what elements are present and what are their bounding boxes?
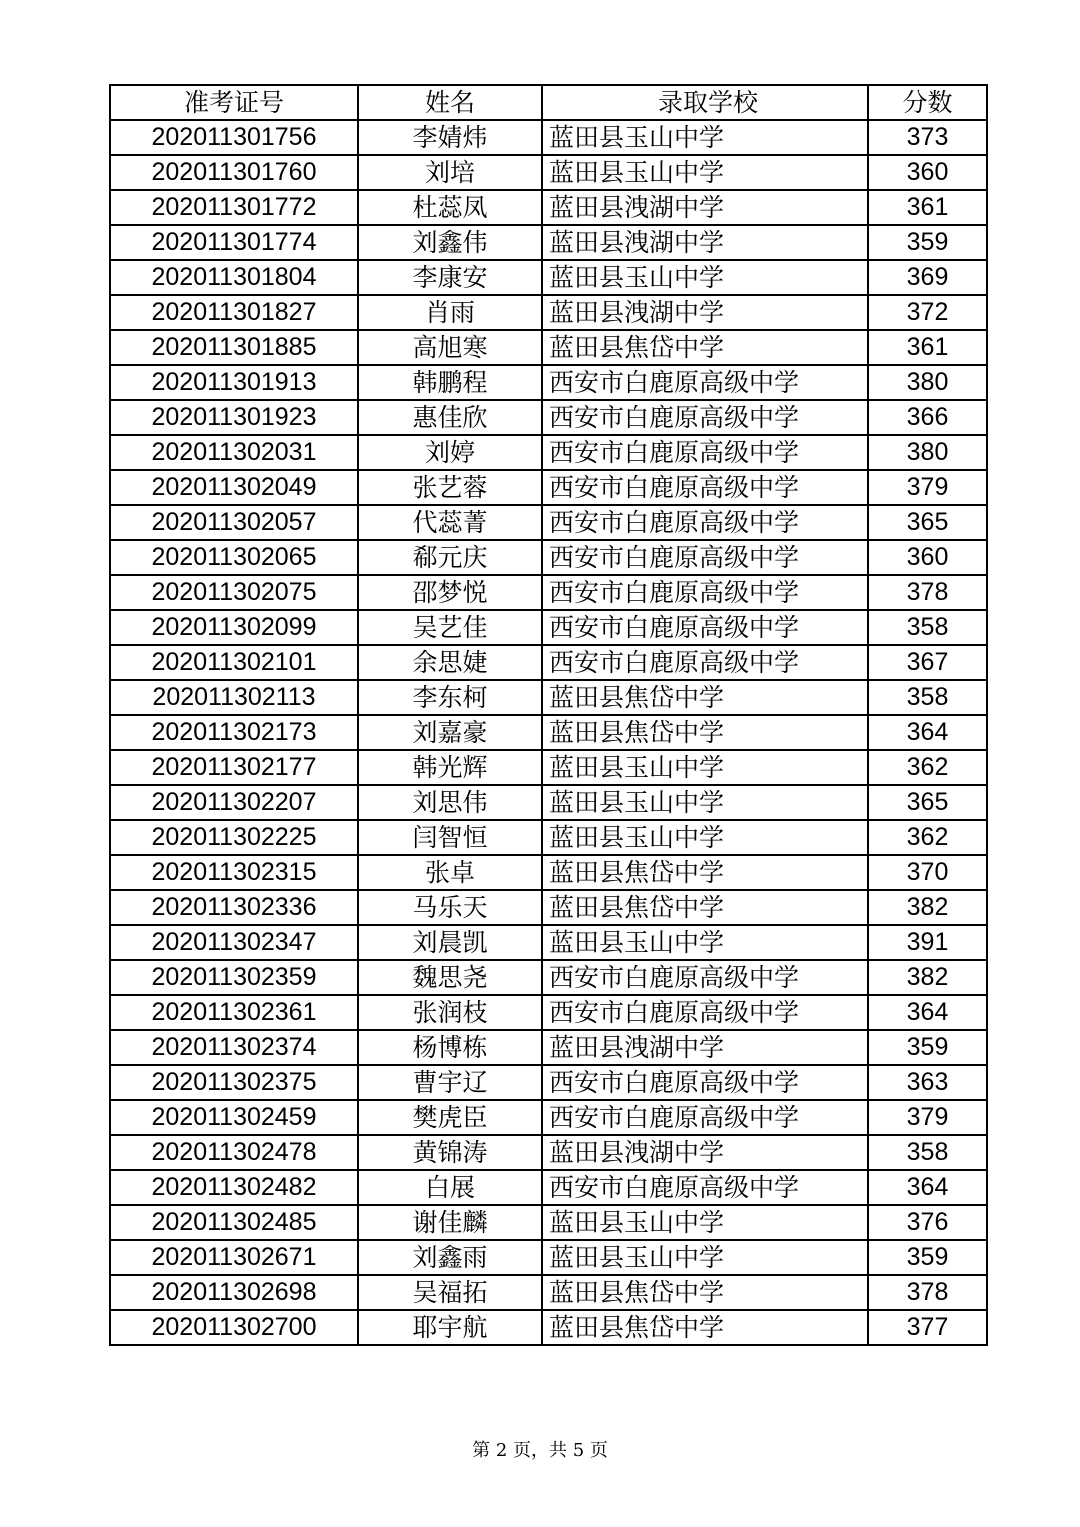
score-cell: 359 bbox=[868, 1030, 987, 1065]
name-cell: 杜蕊凤 bbox=[358, 190, 542, 225]
school-cell: 蓝田县焦岱中学 bbox=[542, 680, 868, 715]
score-cell: 379 bbox=[868, 470, 987, 505]
exam-id-cell: 202011302315 bbox=[110, 855, 358, 890]
score-cell: 380 bbox=[868, 365, 987, 400]
header-exam-id: 准考证号 bbox=[110, 85, 358, 120]
school-cell: 蓝田县焦岱中学 bbox=[542, 1275, 868, 1310]
table-row bbox=[110, 435, 987, 470]
score-cell: 365 bbox=[868, 505, 987, 540]
school-cell: 西安市白鹿原高级中学 bbox=[542, 1065, 868, 1100]
table-row bbox=[110, 890, 987, 925]
name-cell: 魏思尧 bbox=[358, 960, 542, 995]
header-name: 姓名 bbox=[358, 85, 542, 120]
school-cell: 蓝田县洩湖中学 bbox=[542, 190, 868, 225]
exam-id-cell: 202011302065 bbox=[110, 540, 358, 575]
score-cell: 364 bbox=[868, 1170, 987, 1205]
name-cell: 邵梦悦 bbox=[358, 575, 542, 610]
table-row bbox=[110, 645, 987, 680]
table-row bbox=[110, 295, 987, 330]
school-cell: 蓝田县玉山中学 bbox=[542, 750, 868, 785]
name-cell: 张润枝 bbox=[358, 995, 542, 1030]
exam-id-cell: 202011302113 bbox=[110, 680, 358, 715]
exam-id-cell: 202011301885 bbox=[110, 330, 358, 365]
school-cell: 蓝田县焦岱中学 bbox=[542, 715, 868, 750]
table-row bbox=[110, 750, 987, 785]
name-cell: 韩光辉 bbox=[358, 750, 542, 785]
score-cell: 364 bbox=[868, 995, 987, 1030]
score-cell: 364 bbox=[868, 715, 987, 750]
score-cell: 358 bbox=[868, 610, 987, 645]
exam-id-cell: 202011302671 bbox=[110, 1240, 358, 1275]
table-row bbox=[110, 260, 987, 295]
school-cell: 蓝田县玉山中学 bbox=[542, 120, 868, 155]
admission-table bbox=[109, 84, 988, 1346]
exam-id-cell: 202011302482 bbox=[110, 1170, 358, 1205]
school-cell: 西安市白鹿原高级中学 bbox=[542, 960, 868, 995]
score-cell: 373 bbox=[868, 120, 987, 155]
table-row bbox=[110, 1170, 987, 1205]
score-cell: 361 bbox=[868, 190, 987, 225]
school-cell: 蓝田县玉山中学 bbox=[542, 1205, 868, 1240]
name-cell: 刘鑫雨 bbox=[358, 1240, 542, 1275]
table-row bbox=[110, 1205, 987, 1240]
table-row bbox=[110, 715, 987, 750]
table-body bbox=[110, 120, 987, 1345]
name-cell: 刘晨凯 bbox=[358, 925, 542, 960]
score-cell: 362 bbox=[868, 820, 987, 855]
name-cell: 谢佳麟 bbox=[358, 1205, 542, 1240]
table-header-row bbox=[110, 85, 987, 120]
table-row bbox=[110, 1135, 987, 1170]
score-cell: 359 bbox=[868, 1240, 987, 1275]
exam-id-cell: 202011302099 bbox=[110, 610, 358, 645]
school-cell: 西安市白鹿原高级中学 bbox=[542, 365, 868, 400]
name-cell: 肖雨 bbox=[358, 295, 542, 330]
table-row bbox=[110, 1100, 987, 1135]
table-row bbox=[110, 540, 987, 575]
name-cell: 李东柯 bbox=[358, 680, 542, 715]
exam-id-cell: 202011302057 bbox=[110, 505, 358, 540]
score-cell: 370 bbox=[868, 855, 987, 890]
exam-id-cell: 202011302049 bbox=[110, 470, 358, 505]
table-row bbox=[110, 190, 987, 225]
name-cell: 余思婕 bbox=[358, 645, 542, 680]
exam-id-cell: 202011301774 bbox=[110, 225, 358, 260]
name-cell: 闫智恒 bbox=[358, 820, 542, 855]
table-row bbox=[110, 575, 987, 610]
name-cell: 吴艺佳 bbox=[358, 610, 542, 645]
school-cell: 西安市白鹿原高级中学 bbox=[542, 505, 868, 540]
name-cell: 代蕊菁 bbox=[358, 505, 542, 540]
school-cell: 蓝田县焦岱中学 bbox=[542, 330, 868, 365]
name-cell: 马乐天 bbox=[358, 890, 542, 925]
score-cell: 367 bbox=[868, 645, 987, 680]
exam-id-cell: 202011302359 bbox=[110, 960, 358, 995]
school-cell: 蓝田县焦岱中学 bbox=[542, 1310, 868, 1345]
score-cell: 380 bbox=[868, 435, 987, 470]
exam-id-cell: 202011301923 bbox=[110, 400, 358, 435]
exam-id-cell: 202011302075 bbox=[110, 575, 358, 610]
school-cell: 西安市白鹿原高级中学 bbox=[542, 610, 868, 645]
table-row bbox=[110, 680, 987, 715]
table-row bbox=[110, 610, 987, 645]
table-row bbox=[110, 1065, 987, 1100]
name-cell: 杨博栋 bbox=[358, 1030, 542, 1065]
page-number: 第 2 页，共 5 页 bbox=[472, 1440, 608, 1461]
score-cell: 372 bbox=[868, 295, 987, 330]
score-cell: 378 bbox=[868, 1275, 987, 1310]
name-cell: 刘培 bbox=[358, 155, 542, 190]
score-cell: 379 bbox=[868, 1100, 987, 1135]
school-cell: 蓝田县玉山中学 bbox=[542, 925, 868, 960]
exam-id-cell: 202011301756 bbox=[110, 120, 358, 155]
exam-id-cell: 202011301804 bbox=[110, 260, 358, 295]
exam-id-cell: 202011302361 bbox=[110, 995, 358, 1030]
score-cell: 376 bbox=[868, 1205, 987, 1240]
name-cell: 刘嘉豪 bbox=[358, 715, 542, 750]
table-row bbox=[110, 225, 987, 260]
table-row bbox=[110, 365, 987, 400]
score-cell: 366 bbox=[868, 400, 987, 435]
score-cell: 391 bbox=[868, 925, 987, 960]
school-cell: 西安市白鹿原高级中学 bbox=[542, 995, 868, 1030]
school-cell: 蓝田县洩湖中学 bbox=[542, 1030, 868, 1065]
score-cell: 358 bbox=[868, 680, 987, 715]
name-cell: 高旭寒 bbox=[358, 330, 542, 365]
school-cell: 蓝田县玉山中学 bbox=[542, 785, 868, 820]
name-cell: 耶宇航 bbox=[358, 1310, 542, 1345]
exam-id-cell: 202011302478 bbox=[110, 1135, 358, 1170]
exam-id-cell: 202011302031 bbox=[110, 435, 358, 470]
name-cell: 白展 bbox=[358, 1170, 542, 1205]
exam-id-cell: 202011302700 bbox=[110, 1310, 358, 1345]
school-cell: 西安市白鹿原高级中学 bbox=[542, 400, 868, 435]
name-cell: 李康安 bbox=[358, 260, 542, 295]
score-cell: 360 bbox=[868, 540, 987, 575]
school-cell: 西安市白鹿原高级中学 bbox=[542, 540, 868, 575]
name-cell: 李婧炜 bbox=[358, 120, 542, 155]
exam-id-cell: 202011301913 bbox=[110, 365, 358, 400]
table-row bbox=[110, 1030, 987, 1065]
score-cell: 382 bbox=[868, 890, 987, 925]
name-cell: 吴福拓 bbox=[358, 1275, 542, 1310]
exam-id-cell: 202011302374 bbox=[110, 1030, 358, 1065]
table-row bbox=[110, 505, 987, 540]
score-cell: 377 bbox=[868, 1310, 987, 1345]
name-cell: 刘鑫伟 bbox=[358, 225, 542, 260]
school-cell: 西安市白鹿原高级中学 bbox=[542, 575, 868, 610]
name-cell: 曹宇辽 bbox=[358, 1065, 542, 1100]
header-score: 分数 bbox=[868, 85, 987, 120]
exam-id-cell: 202011302173 bbox=[110, 715, 358, 750]
name-cell: 张卓 bbox=[358, 855, 542, 890]
school-cell: 蓝田县洩湖中学 bbox=[542, 295, 868, 330]
score-cell: 361 bbox=[868, 330, 987, 365]
school-cell: 蓝田县洩湖中学 bbox=[542, 1135, 868, 1170]
score-cell: 358 bbox=[868, 1135, 987, 1170]
exam-id-cell: 202011302207 bbox=[110, 785, 358, 820]
table-row bbox=[110, 1275, 987, 1310]
table-row bbox=[110, 925, 987, 960]
exam-id-cell: 202011302347 bbox=[110, 925, 358, 960]
school-cell: 蓝田县玉山中学 bbox=[542, 1240, 868, 1275]
header-school: 录取学校 bbox=[542, 85, 868, 120]
table-row bbox=[110, 960, 987, 995]
score-cell: 363 bbox=[868, 1065, 987, 1100]
name-cell: 惠佳欣 bbox=[358, 400, 542, 435]
name-cell: 刘思伟 bbox=[358, 785, 542, 820]
school-cell: 西安市白鹿原高级中学 bbox=[542, 470, 868, 505]
exam-id-cell: 202011302177 bbox=[110, 750, 358, 785]
exam-id-cell: 202011302698 bbox=[110, 1275, 358, 1310]
score-cell: 382 bbox=[868, 960, 987, 995]
exam-id-cell: 202011302101 bbox=[110, 645, 358, 680]
table-row bbox=[110, 1240, 987, 1275]
name-cell: 樊虎臣 bbox=[358, 1100, 542, 1135]
exam-id-cell: 202011302336 bbox=[110, 890, 358, 925]
table-row bbox=[110, 470, 987, 505]
table-row bbox=[110, 855, 987, 890]
table-row bbox=[110, 400, 987, 435]
school-cell: 西安市白鹿原高级中学 bbox=[542, 435, 868, 470]
table-row bbox=[110, 820, 987, 855]
score-cell: 359 bbox=[868, 225, 987, 260]
school-cell: 蓝田县玉山中学 bbox=[542, 820, 868, 855]
score-cell: 369 bbox=[868, 260, 987, 295]
name-cell: 郗元庆 bbox=[358, 540, 542, 575]
exam-id-cell: 202011301760 bbox=[110, 155, 358, 190]
school-cell: 西安市白鹿原高级中学 bbox=[542, 1100, 868, 1135]
school-cell: 蓝田县洩湖中学 bbox=[542, 225, 868, 260]
name-cell: 刘婷 bbox=[358, 435, 542, 470]
table-row bbox=[110, 120, 987, 155]
score-cell: 360 bbox=[868, 155, 987, 190]
exam-id-cell: 202011302375 bbox=[110, 1065, 358, 1100]
table-row bbox=[110, 995, 987, 1030]
school-cell: 蓝田县焦岱中学 bbox=[542, 890, 868, 925]
name-cell: 韩鹏程 bbox=[358, 365, 542, 400]
school-cell: 蓝田县玉山中学 bbox=[542, 260, 868, 295]
exam-id-cell: 202011301827 bbox=[110, 295, 358, 330]
exam-id-cell: 202011302225 bbox=[110, 820, 358, 855]
score-cell: 378 bbox=[868, 575, 987, 610]
school-cell: 蓝田县焦岱中学 bbox=[542, 855, 868, 890]
exam-id-cell: 202011302485 bbox=[110, 1205, 358, 1240]
score-cell: 365 bbox=[868, 785, 987, 820]
school-cell: 西安市白鹿原高级中学 bbox=[542, 645, 868, 680]
name-cell: 黄锦涛 bbox=[358, 1135, 542, 1170]
table-row bbox=[110, 155, 987, 190]
table-row bbox=[110, 1310, 987, 1345]
school-cell: 蓝田县玉山中学 bbox=[542, 155, 868, 190]
exam-id-cell: 202011301772 bbox=[110, 190, 358, 225]
school-cell: 西安市白鹿原高级中学 bbox=[542, 1170, 868, 1205]
table-row bbox=[110, 785, 987, 820]
table-row bbox=[110, 330, 987, 365]
score-cell: 362 bbox=[868, 750, 987, 785]
exam-id-cell: 202011302459 bbox=[110, 1100, 358, 1135]
name-cell: 张艺蓉 bbox=[358, 470, 542, 505]
